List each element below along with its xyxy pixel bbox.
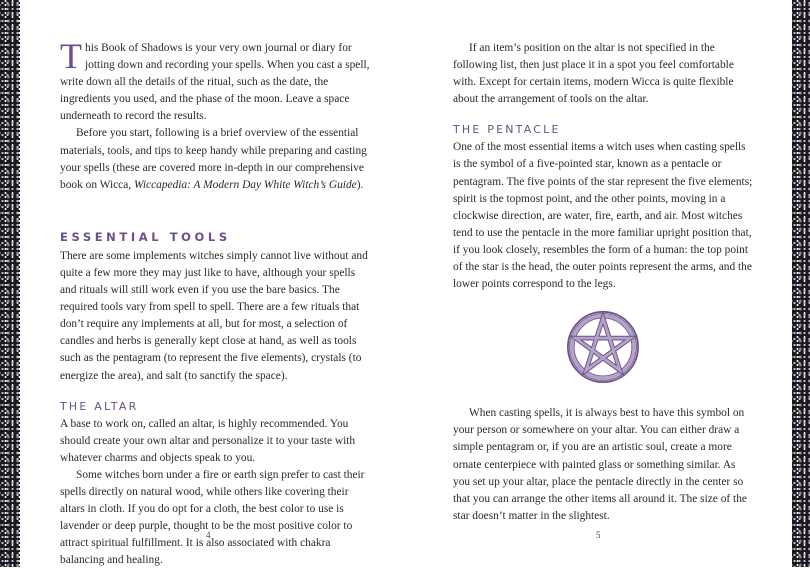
altar-paragraph-2: Some witches born under a fire or earth sign prefer to cast their spells directly on natural wood, while others like covering their altars in cloth. If you do opt for a cloth, the best color to use is lavender or deep purple, thought to be the most positive color to attract spiritual fulfillment. It is also associated with chakra balancing and healing. <box>60 468 365 567</box>
left-page <box>20 0 405 567</box>
intro-text: his Book of Shadows is your very own journal or diary for jotting down and recording your spells. When you cast a spell, write down all the details of the ritual, such as the date, the ingredients you used, and the phase of the moon. Leave a space underneath to record the results. <box>60 42 370 123</box>
left-page-column <box>60 36 370 569</box>
drop-cap: T <box>60 36 82 76</box>
right-page-edge-texture <box>792 0 810 567</box>
pentacle-icon <box>564 308 642 386</box>
right-page-column <box>453 40 753 525</box>
right-page <box>405 0 792 567</box>
left-page-edge-texture <box>0 0 20 567</box>
intro-para2-end: ). <box>356 178 364 191</box>
intro-para2-text: Before you start, following is a brief overview of the essential materials, tools, and tips to keep handy while preparing and casting your spells (these are covered more in-depth in our comprehensive book on Wicca, <box>60 127 367 191</box>
casting-paragraph: When casting spells, it is always best to have this symbol on your person or somewhere on your altar. You can either draw a simple pentagram or, if you are an artistic soul, create a more ornate centerpiece with painted glass or something similar. As you set up your altar, place the pentacle directly in the center so that you can arrange the other items all around it. The size of the star doesn’t matter in the slightest. <box>453 407 747 522</box>
altar-position-paragraph: If an item’s position on the altar is not specified in the following list, then just place it in a spot you feel comfortable with. Except for certain items, modern Wicca is quite flexible about the arrangement of tools on the altar. <box>453 42 734 106</box>
page-number-left: 4 <box>206 530 211 540</box>
pentacle-paragraph: One of the most essential items a witch uses when casting spells is the symbol of a five-pointed star, known as a pentacle or pentagram. The five points of the star represent the five elements; spirit is the topmost point, and the other points, moving in a clockwise direction, are water, fire, earth, and air. Most witches tend to use the pentacle in the more familiar upright position that, if you look closely, resembles the form of a human: the top point of the star is the head, the outer points represent the arms, and the lower points correspond to the legs. <box>453 141 753 291</box>
essential-tools-heading: ESSENTIAL TOOLS <box>60 229 231 244</box>
altar-paragraph-1: A base to work on, called an altar, is highly recommended. You should create your own altar and personalize it to your taste with whatever charms and objects speak to you. <box>60 417 356 464</box>
book-title: Wiccapedia: A Modern Day White Witch’s Guide <box>133 178 357 191</box>
page-number-right: 5 <box>596 530 601 540</box>
intro-paragraph <box>60 36 370 125</box>
pentacle-illustration <box>453 308 753 386</box>
intro-paragraph-2 <box>60 125 370 193</box>
pentacle-heading: THE PENTACLE <box>453 123 561 137</box>
essential-tools-paragraph: There are some implements witches simply cannot live without and quite a few more they may just like to have, although your spells and rituals will still work even if you use the bare basics. The required tools vary from spell to spell. There are a few rituals that don’t require any implements at all, but for most, a selection of candles and herbs is generally kept close at hand, as well as tools such as the pentagram (to represent the five elements), crystals (to energize the area), and salt (to sanctify the space). <box>60 249 368 382</box>
altar-heading: THE ALTAR <box>60 399 139 413</box>
